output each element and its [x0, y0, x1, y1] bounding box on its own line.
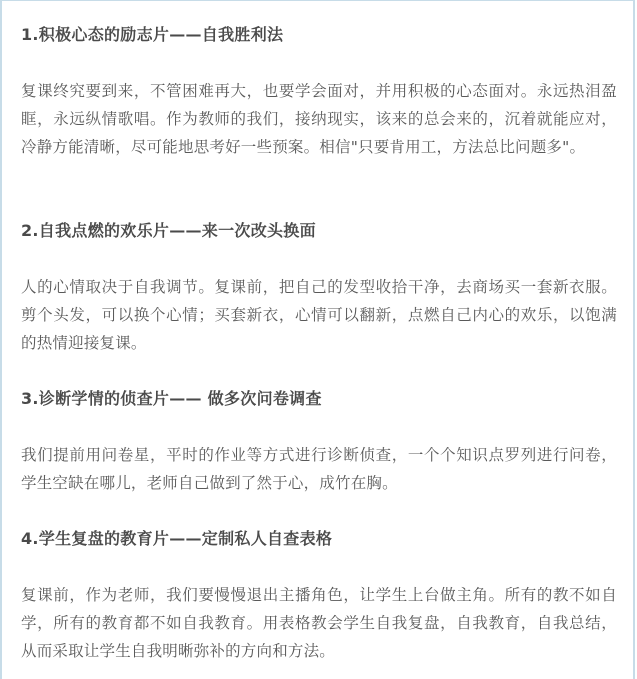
section-3-body: 我们提前用问卷星，平时的作业等方式进行诊断侦查，一个个知识点罗列进行问卷，学生空缺在哪儿，老师自己做到了然于心，成竹在胸。 [21, 446, 617, 492]
section-1-title: 1.积极心态的励志片——自我胜利法 [21, 25, 284, 44]
section-3-body-wrap [21, 441, 617, 497]
section-3-title-wrap [21, 387, 617, 411]
section-4-body-wrap [21, 581, 617, 665]
section-4-title: 4.学生复盘的教育片——定制私人自查表格 [21, 529, 333, 548]
section-3-title: 3.诊断学情的侦查片—— 做多次问卷调查 [21, 389, 322, 408]
section-1-body: 复课终究要到来，不管困难再大，也要学会面对，并用积极的心态面对。永远热泪盈眶，永远纵情歌唱。作为教师的我们，接纳现实，该来的总会来的，沉着就能应对，冷静方能清晰，尽可能地思考好一些预案。相信"只要肯用工，方法总比问题多"。 [21, 82, 617, 156]
section-2-body-wrap [21, 273, 617, 357]
section-1-title-wrap [21, 23, 617, 47]
section-4-title-wrap [21, 527, 617, 551]
section-1-body-wrap [21, 77, 617, 161]
section-2-body: 人的心情取决于自我调节。复课前，把自己的发型收拾干净，去商场买一套新衣服。剪个头发，可以换个心情；买套新衣，心情可以翻新，点燃自己内心的欢乐，以饱满的热情迎接复课。 [21, 278, 617, 352]
section-2-title-wrap [21, 219, 617, 243]
section-2-title: 2.自我点燃的欢乐片——来一次改头换面 [21, 221, 316, 240]
section-4-body: 复课前，作为老师，我们要慢慢退出主播角色，让学生上台做主角。所有的教不如自学，所有的教育都不如自我教育。用表格教会学生自我复盘，自我教育，自我总结，从而采取让学生自我明晰弥补的方向和方法。 [21, 586, 617, 660]
